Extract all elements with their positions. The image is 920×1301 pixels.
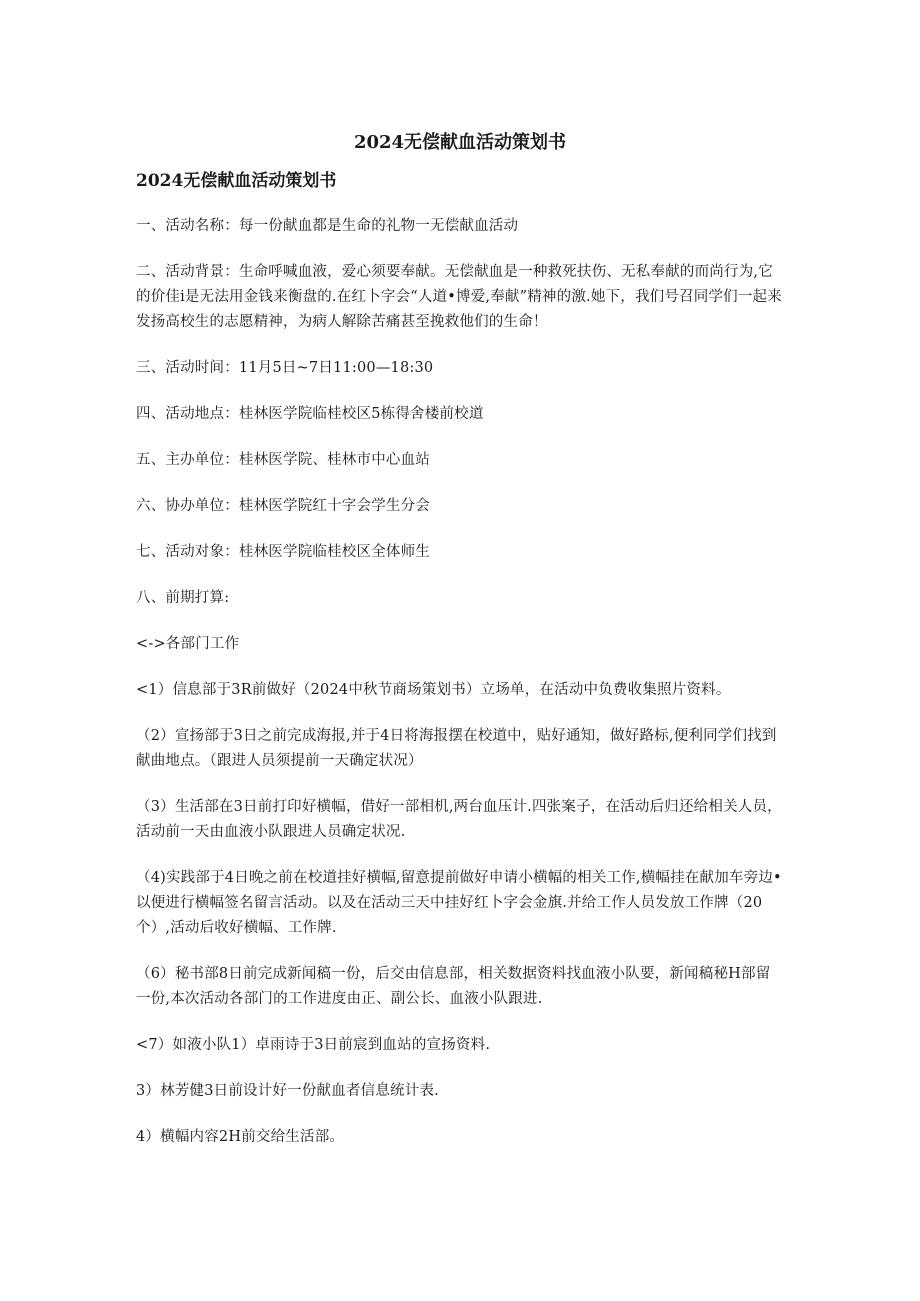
paragraph-audience: 七、活动对象：桂林医学院临桂校区全体师生 — [136, 544, 430, 560]
paragraph-activity-name: 一、活动名称：每一份献血都是生命的礼物一无偿献血活动 — [136, 218, 519, 234]
paragraph-preparation: 八、前期打算: — [136, 590, 230, 606]
paragraph-activity-location: 四、活动地点：桂林医学院临桂校区5栋得舍楼前校道 — [136, 406, 484, 422]
paragraph-item-1: <1）信息部于3R前做好（2024中秋节商场策划书）立场单，在活动中负费收集照片资料。 — [136, 682, 731, 698]
document-body — [136, 214, 784, 1171]
document-title: 2024无偿献血活动策划书 — [353, 132, 567, 153]
paragraph-department-work: <->各部门工作 — [136, 636, 240, 652]
paragraph-subitem-4: 4）横幅内容2H前交给生活部。 — [136, 1129, 345, 1145]
paragraph-activity-time: 三、活动时间：11月5日~7日11:00—18:30 — [136, 360, 434, 376]
paragraph-item-6: （6）秘书部8日前完成新闻稿一份，后交由信息部，相关数据资料找血液小队要，新闻稿秘H部留一份,本次活动各部门的工作进度由正、副公长、血液小队跟进. — [136, 966, 771, 1007]
paragraph-co-host: 六、协办单位：桂林医学院红十字会学生分会 — [136, 498, 430, 514]
paragraph-subitem-3: 3）林芳健3日前设计好一份献血者信息统计表. — [136, 1083, 439, 1099]
paragraph-item-4: （4)实践部于4日晚之前在校道挂好横幅,留意提前做好申请小横幅的相关工作,横幅挂在献加车旁边•以便进行横幅签名留言活动。以及在活动三天中挂好红卜字会金旗.并给工作人员发放工作牌（20个）,活动后收好横幅、工作牌. — [136, 870, 782, 936]
paragraph-item-3: （3）生活部在3日前打印好横幅，借好一部相机,两台血压计.四张案子，在活动后归还给相关人员，活动前一天由血液小队跟进人员确定状况. — [136, 799, 782, 840]
paragraph-item-2: （2）宣扬部于3日之前完成海报,并于4日将海报摆在校道中，贴好通知，做好路标,便利同学们找到献曲地点。（跟进人员须提前一天确定状况） — [136, 728, 777, 769]
paragraph-item-7: <7）如液小队1）卓雨诗于3日前宸到血站的宣扬资料. — [136, 1037, 491, 1053]
paragraph-activity-background: 二、活动背景：生命呼喊血液，爱心须要奉献。无偿献血是一种救死扶伤、无私奉献的而尚行为,它的价佳i是无法用金钱来衡盘的.在红卜字会“人道•博爱,奉献”精神的激.她下，我们号召同学们一起来发扬高校生的志愿精神，为病人解除苦痛甚至挽救他们的生命！ — [136, 264, 782, 330]
paragraph-host: 五、主办单位：桂林医学院、桂林市中心血站 — [136, 452, 430, 468]
document-subtitle: 2024无偿献血活动策划书 — [136, 171, 337, 191]
